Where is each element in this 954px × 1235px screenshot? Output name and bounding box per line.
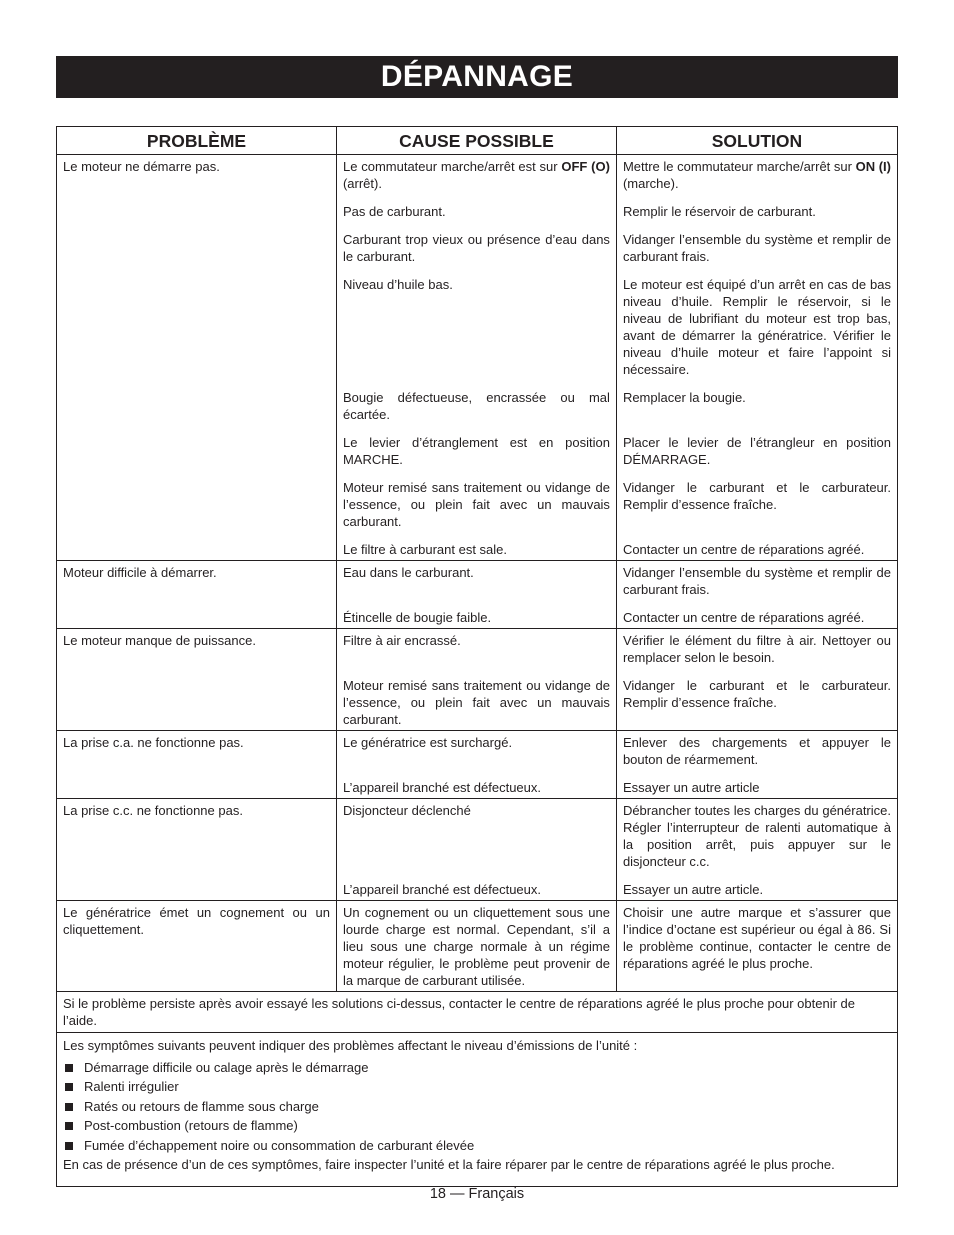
cause-cell xyxy=(336,731,616,799)
cause-text: Le génératrice est surchargé. xyxy=(342,735,513,750)
solution-text: Vidanger le carburant et le carburateur. Remplir d’essence fraîche. xyxy=(622,480,891,512)
page-title: DÉPANNAGE xyxy=(56,56,898,98)
cause-cell xyxy=(336,629,616,731)
solution-text: Remplacer la bougie. xyxy=(622,390,746,405)
solution-cell xyxy=(616,901,897,992)
solution-text: Contacter un centre de réparations agréé. xyxy=(622,542,865,557)
solution-cell xyxy=(616,561,897,629)
emissions-section xyxy=(57,1033,898,1187)
cause-cell xyxy=(336,901,616,992)
problem-cell xyxy=(57,731,337,799)
solution-text: Essayer un autre article xyxy=(622,780,760,795)
bullet-square-icon xyxy=(65,1103,73,1111)
solution-text: Mettre le commutateur marche/arrêt sur ON (I) (marche). xyxy=(622,159,891,191)
troubleshooting-table xyxy=(56,126,898,1187)
table-body xyxy=(57,155,898,992)
solution-text: Choisir une autre marque et s’assurer que l’indice d’octane est supérieur ou égal à 86. Si le problème continue, contacter le centre de réparations agréé le plus proche. xyxy=(622,905,891,971)
table-row xyxy=(57,731,898,799)
cause-text: Niveau d’huile bas. xyxy=(342,277,453,292)
emissions-closing: En cas de présence d’un de ces symptômes, faire inspecter l’unité et la faire réparer par le centre de réparations agréé le plus proche. xyxy=(63,1157,835,1172)
solution-text: Vidanger l’ensemble du système et remplir de carburant frais. xyxy=(622,232,891,264)
cause-cell xyxy=(336,799,616,901)
problem-cell xyxy=(57,629,337,731)
table-row xyxy=(57,561,898,629)
cause-text: Moteur remisé sans traitement ou vidange de l’essence, ou plein fait avec un mauvais carburant. xyxy=(342,678,610,727)
problem-cell xyxy=(57,901,337,992)
cause-text: Carburant trop vieux ou présence d’eau dans le carburant. xyxy=(342,232,610,264)
solution-text: Contacter un centre de réparations agréé. xyxy=(622,610,865,625)
problem-cell xyxy=(57,155,337,561)
list-item-text: Ralenti irrégulier xyxy=(84,1079,179,1094)
emissions-intro: Les symptômes suivants peuvent indiquer des problèmes affectant le niveau d’émissions de l’unité : xyxy=(63,1038,638,1053)
persist-note: Si le problème persiste après avoir essayé les solutions ci-dessus, contacter le centre de réparations agréé le plus proche pour obtenir de l’aide. xyxy=(57,992,898,1033)
cause-text: Eau dans le carburant. xyxy=(342,565,474,580)
solution-text: Vidanger le carburant et le carburateur. Remplir d’essence fraîche. xyxy=(622,678,891,710)
problem-cell xyxy=(57,561,337,629)
solution-cell xyxy=(616,799,897,901)
cause-text: Pas de carburant. xyxy=(342,204,446,219)
list-item xyxy=(63,1136,891,1156)
list-item xyxy=(63,1077,891,1097)
cause-cell xyxy=(336,155,616,561)
problem-text: Le génératrice émet un cognement ou un cliquettement. xyxy=(63,905,330,937)
cause-text: L’appareil branché est défectueux. xyxy=(342,882,541,897)
cause-text: Moteur remisé sans traitement ou vidange de l’essence, ou plein fait avec un mauvais carburant. xyxy=(342,480,610,529)
cause-text: Filtre à air encrassé. xyxy=(342,633,461,648)
solution-cell xyxy=(616,155,897,561)
cause-cell xyxy=(336,561,616,629)
solution-text: Placer le levier de l’étrangleur en position DÉMARRAGE. xyxy=(622,435,891,467)
bullet-square-icon xyxy=(65,1083,73,1091)
cause-text: L’appareil branché est défectueux. xyxy=(342,780,541,795)
solution-cell xyxy=(616,629,897,731)
list-item-text: Fumée d’échappement noire ou consommation de carburant élevée xyxy=(84,1137,475,1153)
cause-text: Disjoncteur déclenché xyxy=(342,803,471,818)
emissions-row xyxy=(57,1033,898,1187)
table-header-row xyxy=(57,127,898,155)
problem-cell xyxy=(57,799,337,901)
problem-text: Le moteur manque de puissance. xyxy=(63,633,256,648)
cause-text: Un cognement ou un cliquettement sous une lourde charge est normal. Cependant, s’il a lieu sous une charge normale à un régime moteur régulier, le problème peut provenir de la marque de carburant utilisée. xyxy=(342,905,610,988)
solution-cell xyxy=(616,731,897,799)
header-solution: SOLUTION xyxy=(616,127,897,155)
solution-text: Enlever des chargements et appuyer le bouton de réarmement. xyxy=(622,735,891,767)
list-item-text: Ratés ou retours de flamme sous charge xyxy=(84,1098,319,1114)
list-item-text: Post-combustion (retours de flamme) xyxy=(84,1118,298,1133)
solution-text: Le moteur est équipé d’un arrêt en cas de bas niveau d’huile. Remplir le réservoir, si le niveau de lubrifiant du moteur est trop bas, avant de démarrer la génératrice. Vérifier le niveau d’huile moteur et faire l’appoint si nécessaire. xyxy=(622,277,891,377)
list-item-text: Démarrage difficile ou calage après le démarrage xyxy=(84,1059,369,1075)
table-row xyxy=(57,799,898,901)
list-item xyxy=(63,1116,891,1136)
persist-note-row xyxy=(57,992,898,1033)
header-cause: CAUSE POSSIBLE xyxy=(336,127,616,155)
table-row xyxy=(57,155,898,561)
table-row xyxy=(57,901,898,992)
bullet-square-icon xyxy=(65,1064,73,1072)
cause-text: Le levier d’étranglement est en position MARCHE. xyxy=(342,435,610,467)
bullet-square-icon xyxy=(65,1142,73,1150)
cause-text: Le commutateur marche/arrêt est sur OFF (O) (arrêt). xyxy=(342,159,610,191)
table-row xyxy=(57,629,898,731)
emissions-list xyxy=(63,1058,891,1156)
problem-text: La prise c.a. ne fonctionne pas. xyxy=(63,735,244,750)
bullet-square-icon xyxy=(65,1122,73,1130)
solution-text: Débrancher toutes les charges du génératrice. Régler l’interrupteur de ralenti automatique à la position arrêt, puis appuyer sur le disjoncteur c.c. xyxy=(622,803,891,869)
page-footer: 18 — Français xyxy=(429,1186,525,1202)
solution-text: Remplir le réservoir de carburant. xyxy=(622,204,816,219)
solution-text: Vidanger l’ensemble du système et remplir de carburant frais. xyxy=(622,565,891,597)
header-problem: PROBLÈME xyxy=(57,127,337,155)
cause-text: Le filtre à carburant est sale. xyxy=(342,542,507,557)
cause-text: Bougie défectueuse, encrassée ou mal écartée. xyxy=(342,390,610,422)
solution-text: Essayer un autre article. xyxy=(622,882,764,897)
problem-text: La prise c.c. ne fonctionne pas. xyxy=(63,803,243,818)
problem-text: Le moteur ne démarre pas. xyxy=(63,159,220,174)
list-item xyxy=(63,1097,891,1117)
problem-text: Moteur difficile à démarrer. xyxy=(63,565,217,580)
list-item xyxy=(63,1058,891,1078)
solution-text: Vérifier le élément du filtre à air. Nettoyer ou remplacer selon le besoin. xyxy=(622,633,891,665)
cause-text: Étincelle de bougie faible. xyxy=(342,610,492,625)
